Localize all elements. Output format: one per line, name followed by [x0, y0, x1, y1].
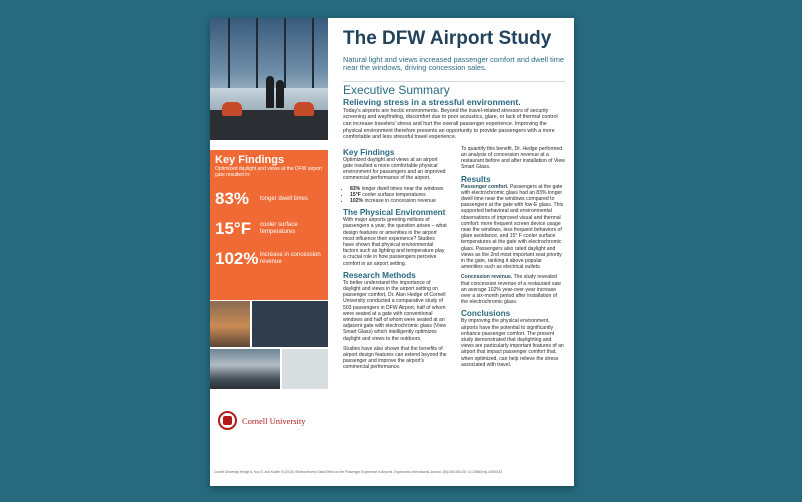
list-item: • 102% increase in concession revenue: [350, 198, 447, 204]
cornell-logo: [218, 411, 306, 430]
traveler-silhouette: [276, 80, 284, 108]
conclusions-heading: Conclusions: [461, 309, 511, 319]
stat-label: increase in concession revenue: [260, 252, 321, 265]
executive-summary-body: Today's airports are hectic environments. Beyond the travel-related stressors of security screening and wayfinding, discomfort due to poor acoustics, glare, or lack of thermal control can increase travelers' stress and hurt the overall passenger experience. Improving the physical environment therefore presents an opportunity to provide passengers with a more comfortable and less stressful travel experience.: [343, 107, 558, 141]
stat-label: longer dwell times: [260, 195, 309, 202]
page-title: The DFW Airport Study: [343, 28, 552, 49]
university-name: Cornell University: [242, 415, 306, 426]
physical-environment-body: With major airports greeting millions of passengers a year, the question arises – what design features or amenities in the airport most influence their experience? Studies have shown that physical environmental factors such as lighting and temperature play a crucial role in how passengers perceive comfort in an airport setting.: [343, 217, 447, 267]
column-right: [461, 146, 565, 375]
key-findings-panel: [210, 150, 328, 300]
physical-environment-heading: The Physical Environment: [343, 208, 446, 218]
executive-summary-heading: Executive Summary: [343, 81, 565, 97]
stat-label: cooler surface temperatures: [260, 222, 298, 235]
left-column: [210, 18, 328, 486]
stat-concession-revenue: [215, 250, 323, 268]
concession-revenue-paragraph: Concession revenue. The study revealed that concession revenue of a restaurant saw an average 102% year-over-year increase over a six-month period after installation of the electrochromic glass.: [461, 274, 561, 306]
column-left: [343, 146, 447, 375]
stat-dwell-time: [215, 190, 323, 208]
restaurant-photo: [210, 301, 250, 347]
conclusions-body: By improving the physical environment, airports have the potential to significantly enhance passenger comfort. The present study demonstrated that daylighting and views are particularly important features of an airport that impact passenger comfort that, when optimized, can help relieve the stress associated with travel.: [461, 318, 564, 368]
quantify-body: To quantify this benefit, Dr. Hedge performed an analysis of concession revenue at a restaurant before and after installation of View Smart Glass.: [461, 145, 565, 171]
airport-gate-photo: [210, 18, 328, 140]
key-findings-body: Optimized daylight and views at an airport gate resulted a more comfortable physical environment for passengers and an improved commercial performance of the airport.: [343, 156, 446, 182]
stat-value: 15°F: [215, 219, 252, 238]
two-column-body: [343, 146, 565, 375]
stat-surface-temperature: [215, 220, 323, 238]
panel-subheading: Optimized daylight and views at the DFW airport gate resulted in:: [215, 166, 322, 178]
stat-value: 83%: [215, 189, 250, 208]
lounge-chair: [222, 102, 242, 116]
research-methods-body-2: Studies have also shown that the benefits of airport design features can extend beyond the passenger and improve the airport's commercial performance.: [343, 345, 447, 371]
research-methods-heading: Research Methods: [343, 270, 416, 280]
panel-heading: Key Findings: [215, 154, 285, 166]
page-subtitle: Natural light and views increased passenger comfort and dwell time near the windows, driving concession sales.: [343, 55, 565, 73]
dark-panel: [252, 301, 328, 347]
list-item: • 15°F cooler surface temperatures: [350, 192, 447, 198]
light-panel: [282, 349, 328, 389]
study-page: [210, 18, 574, 486]
results-heading: Results: [461, 174, 491, 184]
citation-footer: Cornell University Hedge A, Nou D, and Kaufer N (2018). Electrochromic Glass Effect on the Passenger Experience in Airports. Ergonomics International Journal. 2(6):000168 DOI: 10.23880/eoij-16000182: [214, 470, 503, 474]
traveler-silhouette: [266, 76, 274, 108]
gate-seating-photo: [210, 349, 280, 389]
main-content: [343, 28, 565, 375]
key-findings-heading: Key Findings: [343, 147, 395, 157]
executive-summary-subheading: Relieving stress in a stressful environment.: [343, 96, 521, 107]
stat-value: 102%: [215, 249, 259, 268]
lounge-chair: [294, 102, 314, 116]
cornell-seal-icon: [218, 411, 237, 430]
passenger-comfort-paragraph: Passenger comfort. Passengers at the gate with electrochromic glass had an 83% longer dwell time near the windows compared to passengers at the gate with low-E glass. This supported behavioral and environmental observations of improved visual and thermal comfort: more frequent screen device usage near the windows, less frequent behaviors of glare avoidance, and 15° F cooler surface temperatures at the gate with electrochromic glass. Passengers also rated daylight and views as the 2nd most important seat priority in the gate, ranking it above popular amenities such as electrical outlets.: [461, 183, 564, 271]
list-item: • 83% longer dwell times near the windows: [350, 186, 447, 192]
key-findings-list: [343, 186, 447, 205]
research-methods-body: To better understand the importance of daylight and views in the airport setting on passenger comfort, Dr. Alan Hedge of Cornell University conducted a comparative study of 503 passengers in DFW Airport, half of whom were seated at a gate with conventional windows and half of whom were seated at an adjacent gate with electrochromic glass (View Smart Glass) which intelligently optimizes daylight and views to the outdoors.: [343, 279, 446, 342]
